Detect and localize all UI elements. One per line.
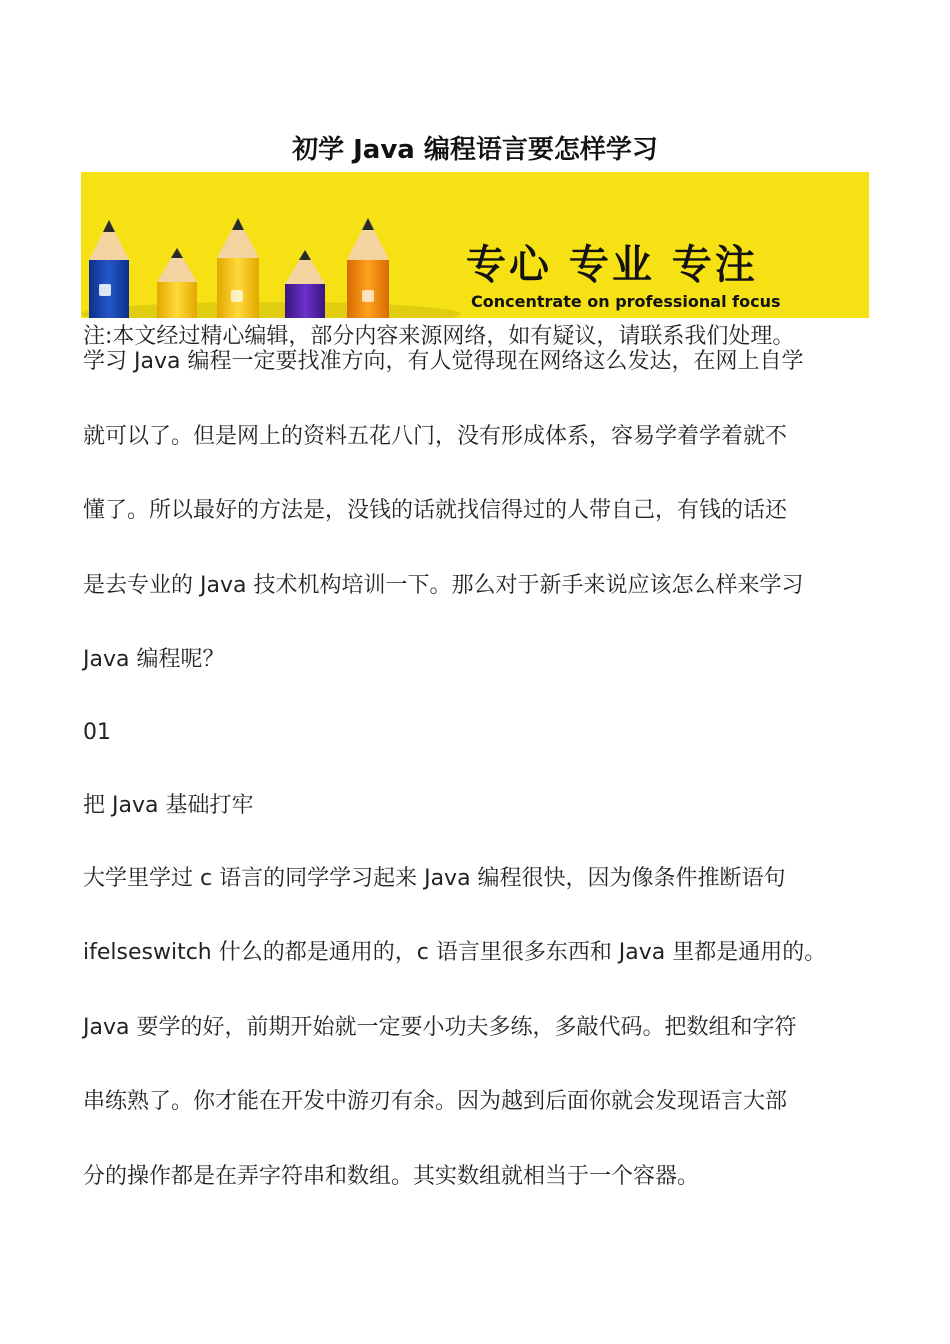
page-title: 初学 Java 编程语言要怎样学习 (292, 135, 658, 165)
section-number: 01 (83, 720, 111, 745)
body-line: Java 编程呢？ (83, 647, 225, 672)
body-line: 是去专业的 Java 技术机构培训一下。那么对于新手来说应该怎么样来学习 (83, 573, 804, 598)
body-line: 学习 Java 编程一定要找准方向，有人觉得现在网络这么发达，在网上自学 (83, 349, 804, 374)
section-heading: 把 Java 基础打牢 (83, 793, 254, 818)
body-line: 分的操作都是在弄字符串和数组。其实数组就相当于一个容器。 (83, 1164, 700, 1189)
purple-pencil-icon (285, 250, 325, 318)
banner-image (81, 172, 869, 318)
body-line: 大学里学过 c 语言的同学学习起来 Java 编程很快，因为像条件推断语句 (83, 866, 786, 891)
body-line: 串练熟了。你才能在开发中游刃有余。因为越到后面你就会发现语言大部 (83, 1089, 788, 1114)
body-line: ifelseswitch 什么的都是通用的，c 语言里很多东西和 Java 里都是通用的。 (83, 940, 827, 965)
body-line: 懂了。所以最好的方法是，没钱的话就找信得过的人带自己，有钱的话还 (83, 498, 788, 523)
banner-tagline: Concentrate on professional focus (471, 292, 781, 311)
yellow-pencil-icon (157, 248, 197, 318)
banner-slogan: 专心 专业 专注 (466, 242, 758, 288)
editor-note: 注:本文经过精心编辑，部分内容来源网络，如有疑议，请联系我们处理。 (83, 324, 795, 349)
orange-pencil-icon-2 (347, 218, 389, 318)
body-line: Java 要学的好，前期开始就一定要小功夫多练，多敲代码。把数组和字符 (83, 1015, 797, 1040)
body-line: 就可以了。但是网上的资料五花八门，没有形成体系，容易学着学着就不 (83, 424, 788, 449)
orange-pencil-icon (217, 218, 259, 318)
blue-pencil-icon (89, 220, 129, 318)
